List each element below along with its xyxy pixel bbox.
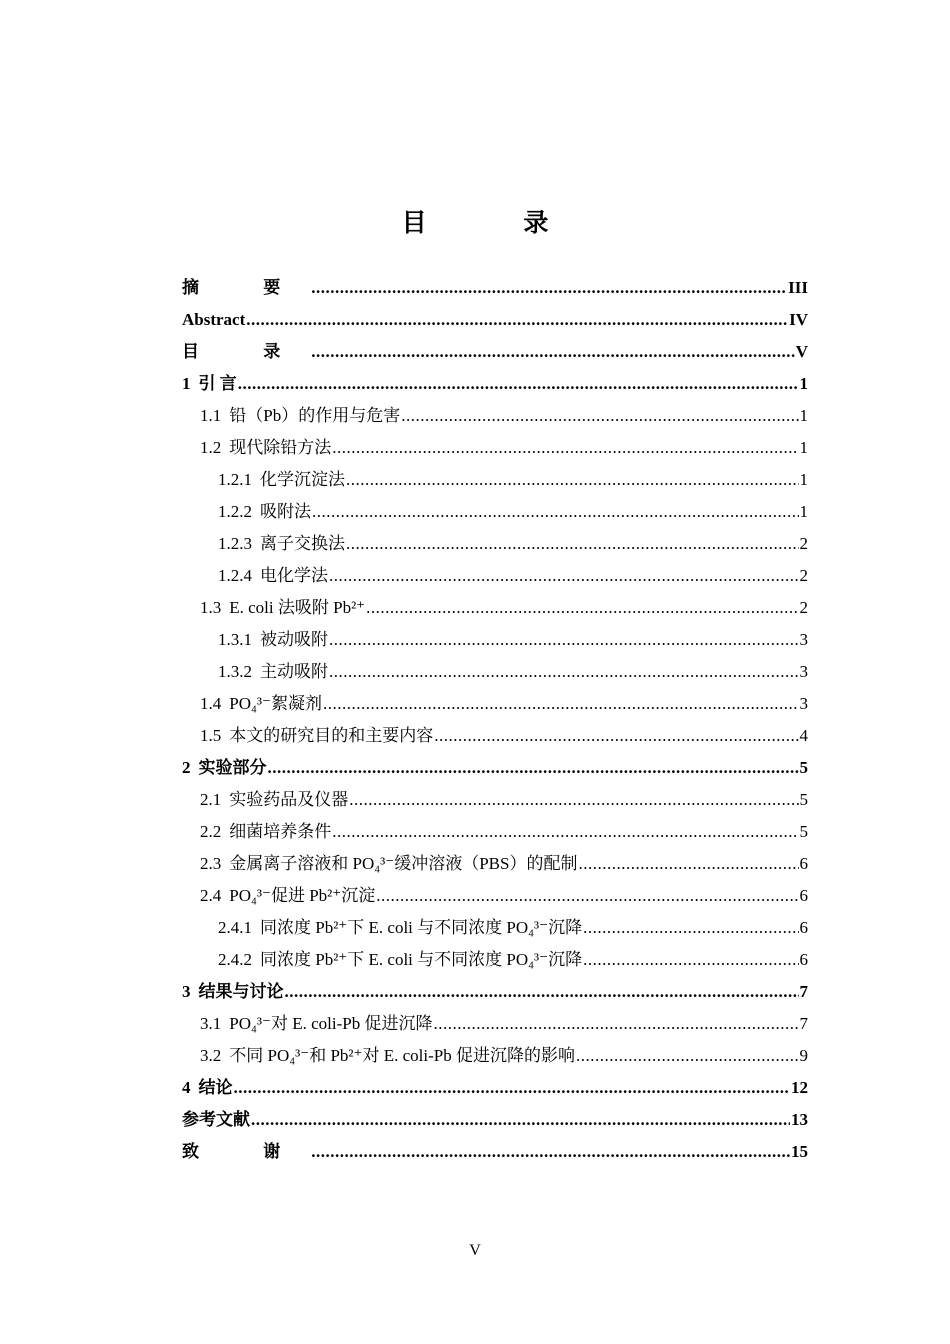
dot-leader: [578, 848, 798, 880]
toc-entry-number: 1.2.2: [218, 502, 252, 521]
toc-entry-label: [200, 1040, 575, 1072]
toc-entry-number: 2.4.2: [218, 950, 252, 969]
toc-entry-page: 5: [799, 790, 808, 809]
toc-entry-number: 1.2.1: [218, 470, 252, 489]
toc-entry[interactable]: [182, 464, 808, 496]
toc-entry-number: 4: [182, 1078, 191, 1097]
dot-leader: [246, 304, 788, 336]
toc-entry-title: 结论: [198, 1078, 233, 1097]
toc-entry[interactable]: [182, 400, 808, 432]
toc-entry-label: [182, 752, 267, 784]
dot-leader: [332, 432, 798, 464]
toc-entry-page: 3: [799, 662, 808, 681]
dot-leader: [583, 944, 798, 976]
toc-entry-title: 摘 要: [182, 278, 311, 297]
toc-entry-number: 2.4: [200, 886, 222, 905]
toc-entry-title: 参考文献: [182, 1110, 250, 1129]
toc-entry-title: 离子交换法: [260, 534, 345, 553]
toc-entry-label: [218, 912, 582, 944]
toc-entry-page: 2: [799, 534, 808, 553]
toc-entry[interactable]: [182, 912, 808, 944]
toc-entry[interactable]: [182, 848, 808, 880]
toc-entry[interactable]: [182, 592, 808, 624]
toc-entry[interactable]: [182, 656, 808, 688]
toc-entry[interactable]: [182, 560, 808, 592]
toc-entry-label: [182, 976, 284, 1008]
toc-entry-number: 1.1: [200, 406, 222, 425]
page-number-footer: V: [469, 1242, 481, 1259]
toc-entry-label: [182, 1136, 310, 1168]
toc-entry-page: 2: [799, 566, 808, 585]
toc-entry-page: 7: [799, 982, 808, 1001]
toc-entry[interactable]: [182, 720, 808, 752]
toc-entry-title: 电化学法: [260, 566, 328, 585]
toc-entry-page: 3: [799, 694, 808, 713]
toc-entry[interactable]: [182, 752, 808, 784]
toc-entry[interactable]: [182, 944, 808, 976]
dot-leader: [238, 368, 799, 400]
toc-entry[interactable]: [182, 784, 808, 816]
dot-leader: [434, 720, 798, 752]
dot-leader: [285, 976, 799, 1008]
toc-entry-page: 6: [799, 950, 808, 969]
toc-entry-title: 目 录: [182, 342, 311, 361]
toc-entry-page: 6: [799, 854, 808, 873]
toc-entry-label: [182, 336, 310, 368]
dot-leader: [329, 624, 799, 656]
toc-entry-label: [200, 400, 400, 432]
toc-entry-title: 实验药品及仪器: [229, 790, 349, 809]
toc-entry-number: 1.2.3: [218, 534, 252, 553]
toc-entry-page: 6: [799, 918, 808, 937]
toc-entry[interactable]: [182, 816, 808, 848]
toc-entry-title: 被动吸附: [260, 630, 328, 649]
toc-entry-title: 结果与讨论: [198, 982, 284, 1001]
toc-entry-label: [218, 464, 345, 496]
toc-entry-title: 同浓度 Pb²⁺下 E. coli 与不同浓度 PO₄³⁻沉降: [260, 950, 583, 969]
toc-entry-page: V: [795, 342, 808, 361]
toc-entry[interactable]: [182, 1072, 808, 1104]
page-title: 目 录: [401, 208, 593, 237]
toc-entry-number: 1.3.1: [218, 630, 252, 649]
toc-entry[interactable]: [182, 1136, 808, 1168]
toc-entry-title: PO₄³⁻絮凝剂: [229, 694, 322, 713]
toc-entry-label: [182, 368, 237, 400]
dot-leader: [234, 1072, 791, 1104]
toc-entry[interactable]: [182, 624, 808, 656]
toc-entry-title: 同浓度 Pb²⁺下 E. coli 与不同浓度 PO₄³⁻沉降: [260, 918, 583, 937]
toc-entry-number: 1.3.2: [218, 662, 252, 681]
toc-entry-label: [218, 560, 328, 592]
dot-leader: [311, 1136, 790, 1168]
dot-leader: [346, 528, 799, 560]
dot-leader: [329, 656, 799, 688]
toc-entry-number: 2: [182, 758, 191, 777]
toc-entry[interactable]: [182, 880, 808, 912]
toc-entry-label: [218, 496, 311, 528]
toc-entry-number: 3.2: [200, 1046, 222, 1065]
dot-leader: [329, 560, 799, 592]
toc-entry-label: [218, 528, 345, 560]
toc-entry-title: 致 谢: [182, 1142, 311, 1161]
toc-entry-page: 2: [799, 598, 808, 617]
toc-entry[interactable]: [182, 432, 808, 464]
toc-entry[interactable]: [182, 368, 808, 400]
table-of-contents: [182, 272, 808, 1168]
toc-entry-label: [218, 624, 328, 656]
toc-entry[interactable]: [182, 304, 808, 336]
toc-entry-label: [182, 1072, 233, 1104]
dot-leader: [346, 464, 799, 496]
toc-entry-title: 本文的研究目的和主要内容: [229, 726, 434, 745]
toc-entry-label: [200, 688, 322, 720]
toc-entry-label: [200, 848, 577, 880]
toc-entry-title: 现代除铅方法: [229, 438, 332, 457]
dot-leader: [268, 752, 799, 784]
toc-entry-page: 4: [799, 726, 808, 745]
toc-entry-page: 15: [791, 1142, 808, 1161]
toc-entry-title: E. coli 法吸附 Pb²⁺: [229, 598, 366, 617]
dot-leader: [583, 912, 798, 944]
toc-entry-title: 不同 PO₄³⁻和 Pb²⁺对 E. coli-Pb 促进沉降的影响: [229, 1046, 575, 1065]
toc-entry-title: 金属离子溶液和 PO₄³⁻缓冲溶液（PBS）的配制: [229, 854, 578, 873]
toc-entry-label: [200, 1008, 432, 1040]
toc-entry[interactable]: [182, 496, 808, 528]
toc-entry-number: 1.4: [200, 694, 222, 713]
toc-entry-page: III: [788, 278, 808, 297]
toc-entry-page: IV: [789, 310, 808, 329]
toc-entry-label: [200, 720, 433, 752]
toc-entry-label: [200, 880, 375, 912]
toc-entry[interactable]: [182, 1104, 808, 1136]
toc-entry-page: 6: [799, 886, 808, 905]
toc-entry-title: 吸附法: [260, 502, 311, 521]
toc-entry-page: 1: [799, 406, 808, 425]
toc-entry-label: [200, 432, 331, 464]
toc-entry[interactable]: [182, 272, 808, 304]
toc-entry[interactable]: [182, 528, 808, 560]
toc-entry-title: 化学沉淀法: [260, 470, 345, 489]
toc-entry-title: 主动吸附: [260, 662, 328, 681]
toc-entry-label: [200, 592, 365, 624]
toc-entry-number: 3.1: [200, 1014, 222, 1033]
toc-entry-page: 12: [791, 1078, 808, 1097]
toc-entry[interactable]: [182, 688, 808, 720]
dot-leader: [311, 272, 787, 304]
toc-entry-number: 3: [182, 982, 191, 1001]
toc-entry-label: [200, 816, 331, 848]
toc-entry-page: 3: [799, 630, 808, 649]
toc-entry-label: [182, 1104, 250, 1136]
toc-entry[interactable]: [182, 976, 808, 1008]
toc-entry-title: Abstract: [182, 310, 246, 329]
toc-entry-title: PO₄³⁻对 E. coli-Pb 促进沉降: [229, 1014, 433, 1033]
toc-entry-page: 1: [799, 470, 808, 489]
dot-leader: [311, 336, 794, 368]
toc-entry-number: 1: [182, 374, 191, 393]
dot-leader: [332, 816, 798, 848]
dot-leader: [366, 592, 798, 624]
toc-entry-number: 1.2.4: [218, 566, 252, 585]
toc-entry-title: 铅（Pb）的作用与危害: [229, 406, 401, 425]
toc-entry-number: 2.2: [200, 822, 222, 841]
toc-entry-title: 实验部分: [198, 758, 267, 777]
toc-entry-title: 细菌培养条件: [229, 822, 332, 841]
toc-entry-label: [200, 784, 348, 816]
toc-entry-label: [182, 272, 310, 304]
toc-entry-label: [182, 304, 245, 336]
dot-leader: [312, 496, 799, 528]
toc-entry-page: 13: [791, 1110, 808, 1129]
dot-leader: [376, 880, 798, 912]
toc-entry-page: 7: [799, 1014, 808, 1033]
toc-entry-page: 5: [799, 822, 808, 841]
toc-entry-page: 1: [799, 502, 808, 521]
toc-entry-page: 9: [799, 1046, 808, 1065]
toc-entry[interactable]: [182, 336, 808, 368]
toc-entry-number: 2.4.1: [218, 918, 252, 937]
dot-leader: [576, 1040, 799, 1072]
dot-leader: [349, 784, 798, 816]
dot-leader: [433, 1008, 798, 1040]
toc-entry-number: 2.3: [200, 854, 222, 873]
toc-entry-title: 引 言: [198, 374, 237, 393]
toc-entry[interactable]: [182, 1040, 808, 1072]
toc-entry-number: 1.5: [200, 726, 222, 745]
toc-entry-number: 2.1: [200, 790, 222, 809]
dot-leader: [401, 400, 798, 432]
toc-entry-number: 1.2: [200, 438, 222, 457]
toc-entry-title: PO₄³⁻促进 Pb²⁺沉淀: [229, 886, 376, 905]
toc-entry-page: 1: [799, 438, 808, 457]
toc-entry-number: 1.3: [200, 598, 222, 617]
toc-entry-page: 1: [799, 374, 808, 393]
dot-leader: [251, 1104, 790, 1136]
toc-entry-label: [218, 944, 582, 976]
dot-leader: [323, 688, 799, 720]
toc-entry-page: 5: [799, 758, 808, 777]
toc-entry[interactable]: [182, 1008, 808, 1040]
toc-entry-label: [218, 656, 328, 688]
